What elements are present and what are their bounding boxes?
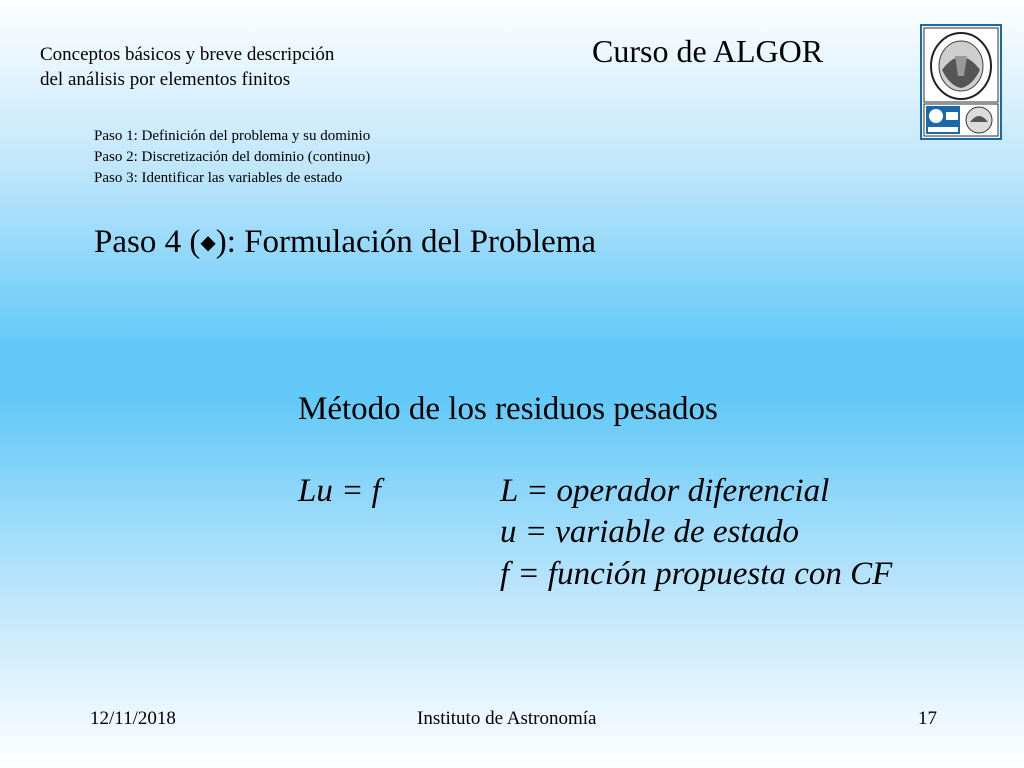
definition-function: f = función propuesta con CF: [500, 556, 893, 592]
equation: Lu = f: [298, 473, 381, 509]
slide-subtitle: [40, 42, 334, 92]
footer-institution: Instituto de Astronomía: [417, 708, 597, 729]
subtitle-line-1: Conceptos básicos y breve descripción: [40, 44, 335, 65]
page-number: 17: [918, 708, 937, 729]
step-4-heading: [94, 224, 596, 261]
subtitle-line-2: del análisis por elementos finitos: [40, 69, 291, 90]
step-2: Paso 2: Discretización del dominio (continuo): [94, 149, 371, 165]
previous-steps-list: [94, 126, 370, 189]
method-title: Método de los residuos pesados: [298, 391, 718, 427]
step-1: Paso 1: Definición del problema y su dominio: [94, 128, 371, 144]
step-4-prefix: Paso 4 (: [94, 224, 201, 260]
diamond-bullet-icon: ◆: [200, 232, 216, 254]
step-3: Paso 3: Identificar las variables de estado: [94, 170, 343, 186]
footer-date: 12/11/2018: [90, 708, 176, 729]
unam-crest-icon: [920, 24, 1002, 140]
definition-state-variable: u = variable de estado: [500, 514, 800, 550]
definition-operator: L = operador diferencial: [500, 473, 830, 509]
step-4-title: ): Formulación del Problema: [215, 224, 597, 260]
course-title: Curso de ALGOR: [592, 33, 824, 69]
